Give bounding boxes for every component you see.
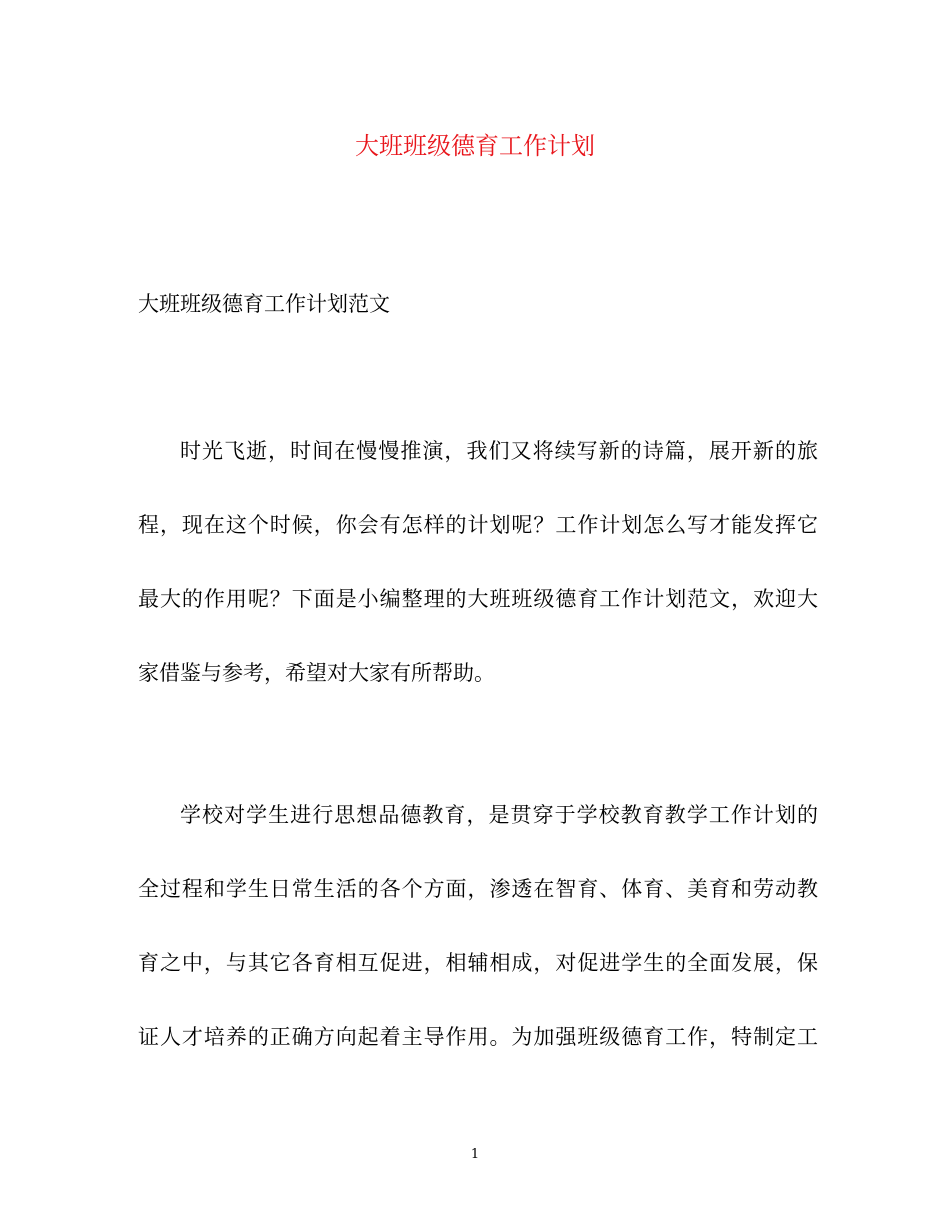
paragraph-line: 程，现在这个时候，你会有怎样的计划呢？工作计划怎么写才能发挥它 <box>138 513 818 537</box>
document-title: 大班班级德育工作计划 <box>355 132 595 160</box>
paragraph-line: 最大的作用呢？下面是小编整理的大班班级德育工作计划范文，欢迎大 <box>138 587 818 611</box>
paragraph-line: 育之中，与其它各育相互促进，相辅相成，对促进学生的全面发展，保 <box>138 951 818 975</box>
paragraph-intro <box>138 433 818 729</box>
paragraph-line: 学校对学生进行思想品德教育，是贯穿于学校教育教学工作计划的 <box>180 803 818 827</box>
paragraph-body <box>138 797 818 1093</box>
paragraph-line: 家借鉴与参考，希望对大家有所帮助。 <box>138 661 495 685</box>
paragraph-line: 证人才培养的正确方向起着主导作用。为加强班级德育工作，特制定工 <box>138 1025 818 1049</box>
document-subtitle: 大班班级德育工作计划范文 <box>138 292 390 316</box>
page-number: 1 <box>470 1147 480 1162</box>
paragraph-line: 时光飞逝，时间在慢慢推演，我们又将续写新的诗篇，展开新的旅 <box>180 439 818 463</box>
paragraph-line: 全过程和学生日常生活的各个方面，渗透在智育、体育、美育和劳动教 <box>138 877 818 901</box>
